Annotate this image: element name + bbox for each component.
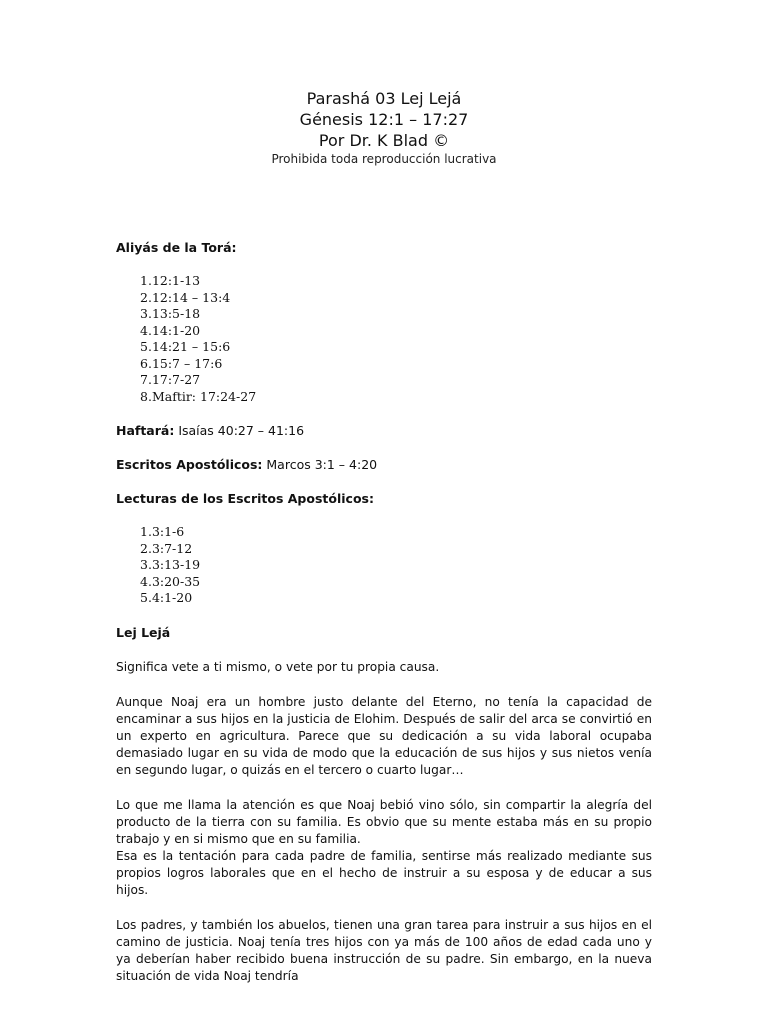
list-item: 4.3:20-35 [140, 573, 201, 589]
lecturas-list [116, 524, 652, 607]
haftara-value: Isaías 40:27 – 41:16 [174, 423, 305, 438]
list-item: 4.14:1-20 [140, 322, 201, 338]
list-item: 8.Maftir: 17:24-27 [140, 388, 257, 404]
paragraph-parents: Los padres, y también los abuelos, tienen una gran tarea para instruir a sus hijos en el camino de justicia. Noaj tenía tres hijos con ya más de 100 años de edad cada uno y ya deberían haber recibido buena instrucción de su padre. Sin embargo, en la nueva situación de vida Noaj tendría [116, 917, 652, 983]
list-item: 5.4:1-20 [140, 590, 193, 605]
author-line: Por Dr. K Blad © [318, 131, 450, 150]
list-item: 2.12:14 – 13:4 [140, 289, 231, 305]
document-body [116, 240, 652, 985]
escritos-value: Marcos 3:1 – 4:20 [262, 457, 378, 472]
copyright-note: Prohibida toda reproducción lucrativa [271, 152, 497, 166]
list-item: 3.13:5-18 [140, 306, 201, 321]
haftara-label: Haftará: [116, 423, 175, 438]
list-item: 1.12:1-13 [140, 273, 201, 288]
list-item: 3.3:13-19 [140, 557, 201, 572]
aliyot-heading: Aliyás de la Torá: [116, 240, 237, 255]
section-heading: Lej Lejá [116, 624, 171, 640]
list-item: 1.3:1-6 [140, 524, 185, 539]
list-item: 7.17:7-27 [140, 372, 201, 387]
paragraph-temptation: Esa es la tentación para cada padre de familia, sentirse más realizado mediante sus propios logros laborales que en el hecho de instruir a su esposa y de educar a sus hijos. [116, 848, 652, 897]
list-item: 6.15:7 – 17:6 [140, 355, 223, 371]
paragraph-wine: Lo que me llama la atención es que Noaj bebió vino sólo, sin compartir la alegría del producto de la tierra con su familia. Es obvio que su mente estaba más en su propio trabajo y en si mismo que en su familia. [116, 797, 652, 846]
escritos-label: Escritos Apostólicos: [116, 457, 263, 472]
parasha-title: Parashá 03 Lej Lejá [306, 89, 462, 108]
document-header [0, 88, 768, 167]
scripture-range: Génesis 12:1 – 17:27 [299, 110, 469, 129]
haftara-line [116, 423, 652, 439]
paragraph-meaning: Significa vete a ti mismo, o vete por tu propia causa. [116, 659, 440, 674]
lecturas-heading: Lecturas de los Escritos Apostólicos: [116, 491, 374, 506]
aliyot-list [116, 273, 652, 405]
escritos-line [116, 457, 652, 473]
list-item: 5.14:21 – 15:6 [140, 339, 231, 354]
list-item: 2.3:7-12 [140, 540, 193, 556]
paragraph-noaj: Aunque Noaj era un hombre justo delante del Eterno, no tenía la capacidad de encaminar a sus hijos en la justicia de Elohim. Después de salir del arca se convirtió en un experto en agricultura. Parece que su dedicación a su vida laboral ocupaba demasiado lugar en su vida de modo que la educación de sus hijos y sus nietos venía en segundo lugar, o quizás en el tercero o cuarto lugar… [116, 694, 652, 777]
